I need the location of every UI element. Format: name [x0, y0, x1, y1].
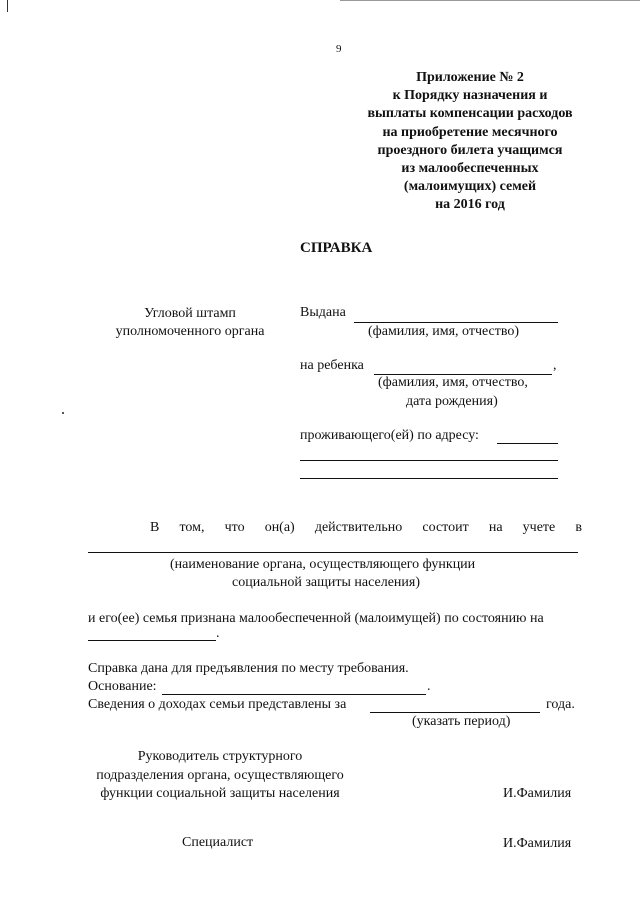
head-line: подразделения органа, осуществляющего: [96, 767, 344, 783]
issued-label: Выдана: [300, 305, 346, 320]
scan-edge-mark: [7, 0, 8, 12]
head-line: Руководитель структурного: [137, 749, 303, 764]
child-label: на ребенка: [300, 358, 364, 373]
address-fill-line: [300, 460, 558, 461]
date-dot: .: [216, 626, 220, 641]
issued-caption: (фамилия, имя, отчество): [368, 324, 520, 339]
registration-word: действительно: [314, 520, 403, 535]
head-position: [60, 748, 380, 804]
page-number: 9: [336, 43, 342, 55]
appendix-line: выплаты компенсации расходов: [367, 106, 573, 122]
registration-word: он(а): [264, 520, 295, 535]
date-fill-line: [88, 640, 216, 641]
registration-word: на: [488, 520, 503, 535]
address-fill-line: [497, 443, 558, 444]
address-label: проживающего(ей) по адресу:: [300, 428, 479, 443]
organ-caption: социальной защиты населения): [232, 575, 421, 590]
head-name: И.Фамилия: [503, 786, 572, 801]
appendix-line: на приобретение месячного: [382, 124, 558, 140]
appendix-line: проездного билета учащимся: [377, 142, 563, 158]
appendix-line: из малообеспеченных: [401, 161, 539, 177]
appendix-line: (малоимущих) семей: [403, 179, 537, 195]
basis-dot: .: [427, 679, 431, 694]
purpose-text: Справка дана для предъявления по месту требования.: [88, 661, 409, 676]
document-title: СПРАВКА: [300, 240, 373, 256]
appendix-line: на 2016 год: [435, 197, 505, 213]
organ-fill-line: [88, 552, 578, 553]
family-status-text: и его(ее) семья признана малообеспеченной (малоимущей) по состоянию на: [88, 611, 544, 626]
registration-word: состоит: [422, 520, 469, 535]
registration-word: В: [150, 520, 160, 535]
period-fill-line: [370, 712, 540, 713]
period-caption: (указать период): [412, 714, 511, 729]
address-fill-line: [300, 478, 558, 479]
issued-fill-line: [354, 322, 558, 323]
stamp-line: Угловой штамп: [144, 306, 236, 321]
scan-top-mark: [340, 0, 640, 1]
registration-word: что: [224, 520, 245, 535]
registration-word: в: [575, 520, 582, 535]
corner-stamp: [100, 305, 280, 341]
income-suffix: года.: [546, 697, 575, 712]
child-comma: ,: [553, 358, 557, 373]
basis-label: Основание:: [88, 679, 157, 694]
appendix-header: [350, 69, 590, 215]
registration-sentence: [150, 520, 582, 536]
registration-word: учете: [522, 520, 556, 535]
child-caption: (фамилия, имя, отчество,: [378, 375, 528, 390]
specialist-name: И.Фамилия: [503, 836, 572, 851]
income-label: Сведения о доходах семьи представлены за: [88, 697, 347, 712]
stamp-line: уполномоченного органа: [115, 324, 265, 339]
basis-fill-line: [162, 694, 426, 695]
registration-word: том,: [179, 520, 205, 535]
head-line: функции социальной защиты населения: [100, 786, 340, 801]
specialist-label: Специалист: [182, 835, 254, 850]
appendix-line: Приложение № 2: [416, 70, 524, 85]
scan-dot: [62, 412, 64, 414]
appendix-line: к Порядку назначения и: [392, 88, 548, 104]
organ-caption: (наименование органа, осуществляющего функции: [170, 557, 476, 572]
child-caption: дата рождения): [406, 394, 498, 409]
